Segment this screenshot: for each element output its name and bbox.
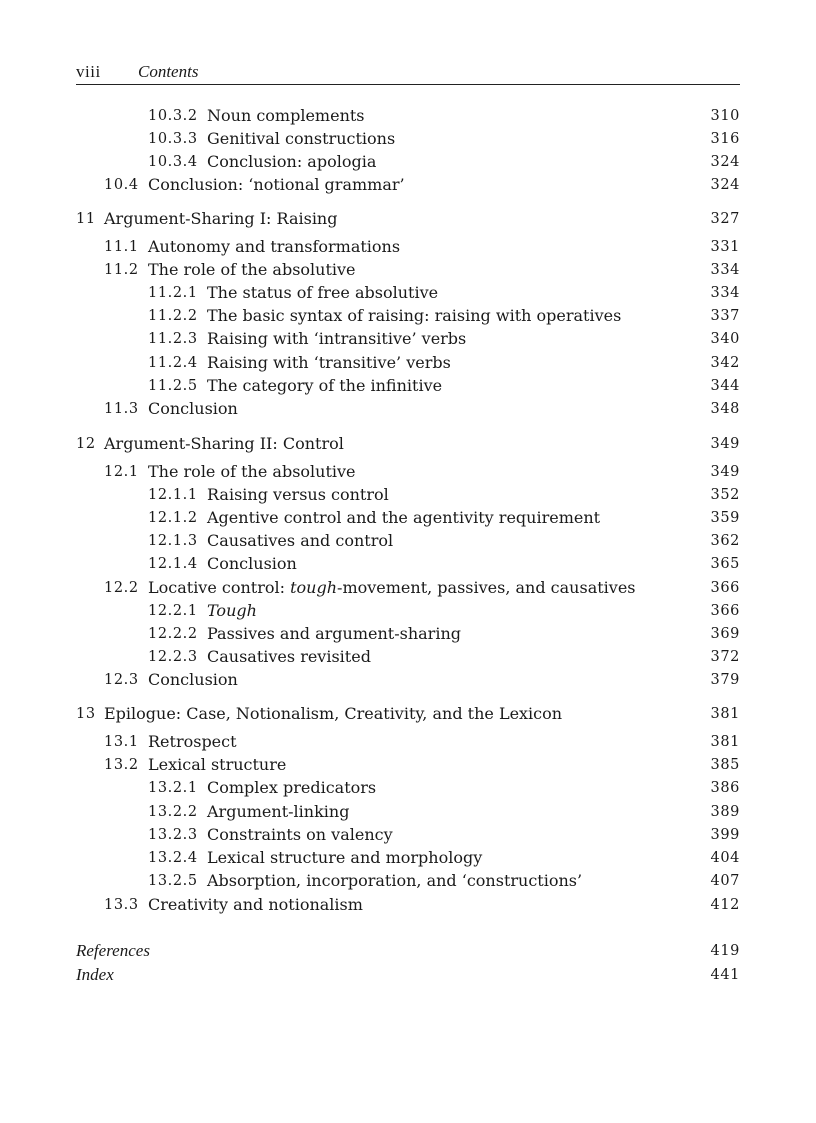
toc-entry[interactable]: 13.2 Lexical structure 385 [104,755,740,774]
toc-entry[interactable]: 12.1 The role of the absolutive 349 [104,462,740,481]
toc-entry[interactable]: 12.1.1 Raising versus control 352 [148,485,740,504]
toc-entry[interactable]: 13.2.1 Complex predicators 386 [148,778,740,797]
toc-entry[interactable]: 11.2.3 Raising with ‘intransitive’ verbs 340 [148,329,740,348]
running-title: Contents [138,62,199,81]
toc-entry[interactable]: 12.2.1 Tough 366 [148,601,740,620]
toc-entry[interactable]: 13.2.5 Absorption, incorporation, and ‘constructions’ 407 [148,871,740,890]
toc-entry[interactable]: 12.1.4 Conclusion 365 [148,554,740,573]
toc-entry[interactable]: 10.3.4 Conclusion: apologia 324 [148,152,740,171]
toc-entry[interactable]: 11.2.2 The basic syntax of raising: raising with operatives 337 [148,306,740,325]
toc-references[interactable]: References 419 [76,941,740,960]
toc-index[interactable]: Index 441 [76,965,740,984]
toc-entry[interactable]: 10.3.2 Noun complements 310 [148,106,740,125]
toc-entry[interactable]: 11.2.4 Raising with ‘transitive’ verbs 342 [148,353,740,372]
toc-entry[interactable]: 11.2.5 The category of the infinitive 344 [148,376,740,395]
toc-entry[interactable]: 13.2.3 Constraints on valency 399 [148,825,740,844]
toc-entry[interactable]: 12.2.3 Causatives revisited 372 [148,647,740,666]
toc-entry[interactable]: 13.2.2 Argument-linking 389 [148,802,740,821]
toc-entry[interactable]: 12.1.3 Causatives and control 362 [148,531,740,550]
toc-chapter[interactable]: 11 Argument-Sharing I: Raising 327 [76,209,740,228]
toc-chapter[interactable]: 13 Epilogue: Case, Notionalism, Creativity, and the Lexicon 381 [76,704,740,723]
toc-entry[interactable]: 12.3 Conclusion 379 [104,670,740,689]
toc-entry[interactable]: 12.2 Locative control: tough-movement, passives, and causatives 366 [104,578,740,597]
toc-entry[interactable]: 10.3.3 Genitival constructions 316 [148,129,740,148]
toc-entry[interactable]: 13.2.4 Lexical structure and morphology 404 [148,848,740,867]
toc-entry[interactable]: 12.2.2 Passives and argument-sharing 369 [148,624,740,643]
toc-entry[interactable]: 11.3 Conclusion 348 [104,399,740,418]
toc-entry[interactable]: 12.1.2 Agentive control and the agentivity requirement 359 [148,508,740,527]
toc-entry[interactable]: 11.1 Autonomy and transformations 331 [104,237,740,256]
toc-entry[interactable]: 11.2.1 The status of free absolutive 334 [148,283,740,302]
toc-entry[interactable]: 13.1 Retrospect 381 [104,732,740,751]
page-number: viii [76,62,101,81]
toc-entry[interactable]: 11.2 The role of the absolutive 334 [104,260,740,279]
toc-entry[interactable]: 10.4 Conclusion: ‘notional grammar’ 324 [104,175,740,194]
toc-entry[interactable]: 13.3 Creativity and notionalism 412 [104,895,740,914]
running-header [76,60,740,85]
toc-chapter[interactable]: 12 Argument-Sharing II: Control 349 [76,434,740,453]
